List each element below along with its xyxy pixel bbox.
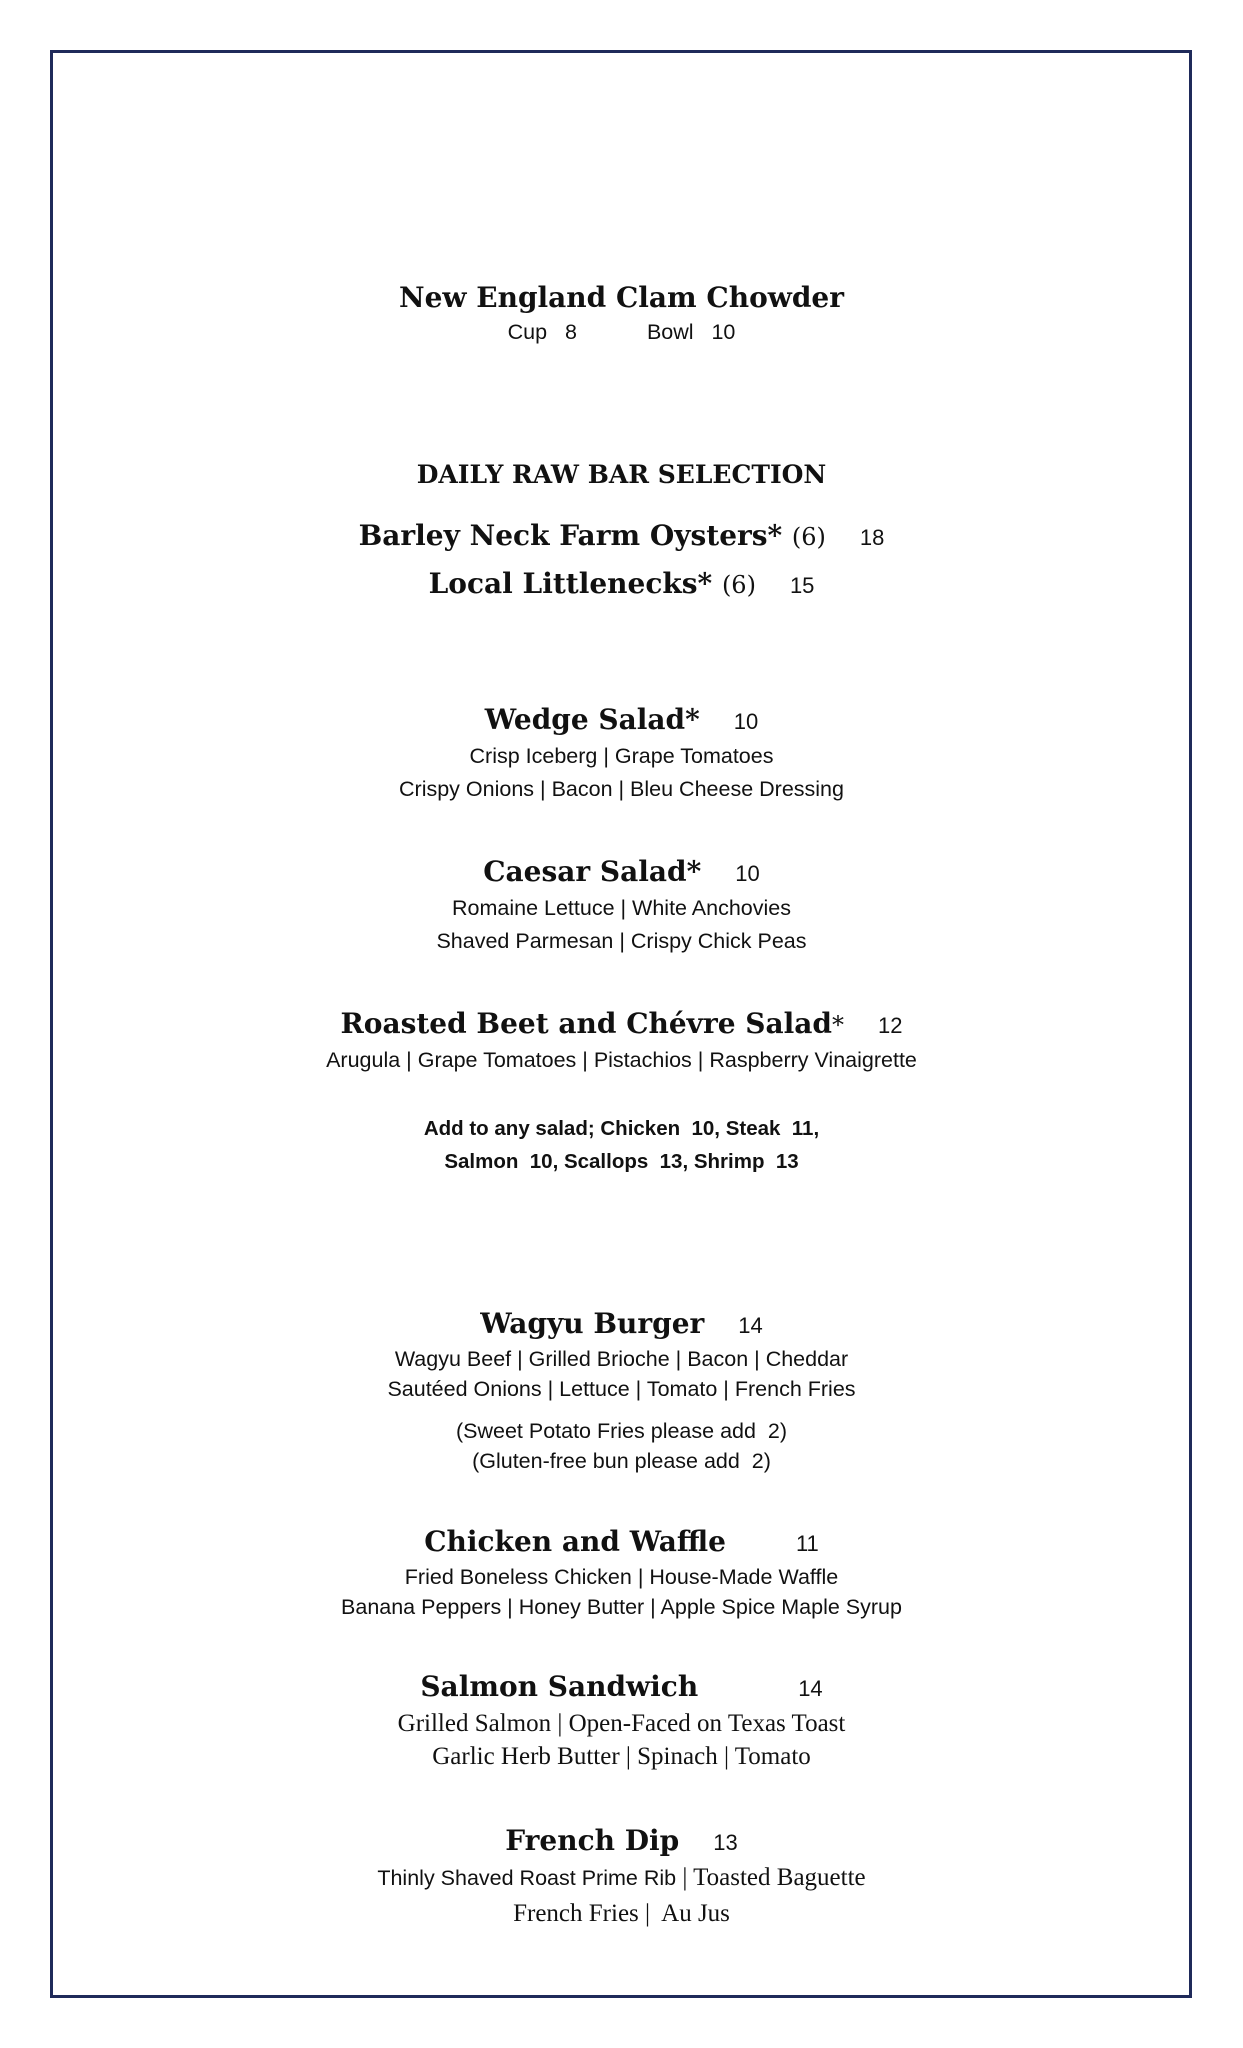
menu-item-description: Wagyu Beef | Grilled Brioche | Bacon | Cheddar [394, 1347, 849, 1371]
menu-item-name: Salmon Sandwich [420, 1670, 699, 1703]
menu-item [0, 1306, 1243, 1476]
menu-item-description: Shaved Parmesan | Crispy Chick Peas [436, 929, 807, 953]
chowder-bowl-price: Bowl 10 [646, 320, 736, 344]
menu-item-name: Caesar Salad* [483, 855, 702, 888]
menu-item-price: 14 [738, 1313, 763, 1338]
menu-item-name: Wagyu Burger [480, 1307, 705, 1340]
menu-item-description: Fried Boneless Chicken | House-Made Waffle [404, 1565, 839, 1589]
raw-bar-heading: DAILY RAW BAR SELECTION [416, 460, 827, 489]
menu-item [0, 854, 1243, 958]
menu-item [0, 1669, 1243, 1773]
menu-item-description: Grilled Salmon | Open-Faced on Texas Toast [397, 1710, 846, 1737]
menu-item-price: 12 [878, 1013, 903, 1038]
menu-item-description: Romaine Lettuce | White Anchovies [451, 896, 791, 920]
menu-item-description: Arugula | Grape Tomatoes | Pistachios | Raspberry Vinaigrette [326, 1048, 917, 1072]
raw-bar-item-qty: (6) [791, 523, 826, 551]
menu-item [0, 1006, 1243, 1077]
menu-item-name: Chicken and Waffle [424, 1525, 726, 1558]
chowder-title: New England Clam Chowder [398, 281, 844, 314]
menu-item [0, 1823, 1243, 1930]
menu-item-price: 11 [795, 1531, 819, 1556]
menu-item-description [0, 1861, 1243, 1897]
raw-bar-item-price: 18 [859, 525, 885, 550]
menu-item-star: * [832, 1011, 844, 1039]
menu-item-description: French Fries | Au Jus [513, 1900, 730, 1927]
raw-bar-item-name: Barley Neck Farm Oysters* [358, 519, 783, 552]
salad-addons-line: Salmon 10, Scallops 13, Shrimp 13 [444, 1150, 799, 1173]
menu-item-price: 14 [798, 1676, 823, 1701]
raw-bar-section [0, 457, 1243, 493]
menu-item-description: Sautéed Onions | Lettuce | Tomato | French Fries [387, 1377, 856, 1401]
menu-item-description-part: | Toasted Baguette [676, 1864, 866, 1891]
menu-item-description: Garlic Herb Butter | Spinach | Tomato [432, 1743, 811, 1770]
raw-bar-item [0, 518, 1243, 556]
menu-item-description: Banana Peppers | Honey Butter | Apple Spice Maple Syrup [341, 1595, 902, 1619]
menu-item-description-part: Thinly Shaved Roast Prime Rib [377, 1866, 677, 1890]
chowder-section [0, 280, 1243, 349]
chowder-sizes [0, 316, 1243, 349]
raw-bar-item-qty: (6) [721, 571, 756, 599]
raw-bar-item [0, 566, 1243, 604]
chowder-cup-price: Cup 8 [507, 320, 577, 344]
menu-item-note: (Gluten-free bun please add 2) [472, 1449, 771, 1473]
menu-item-name: Roasted Beet and Chévre Salad [340, 1007, 832, 1040]
menu-item [0, 1524, 1243, 1622]
menu-item-name: Wedge Salad* [484, 703, 700, 736]
menu-item-price: 10 [733, 709, 759, 734]
menu-item-description: Crisp Iceberg | Grape Tomatoes [469, 744, 774, 768]
menu-item-name: French Dip [505, 1824, 680, 1857]
menu-item-price: 10 [735, 861, 760, 886]
menu-item-note: (Sweet Potato Fries please add 2) [455, 1419, 788, 1443]
salad-addons-line: Add to any salad; Chicken 10, Steak 11, [423, 1117, 820, 1140]
menu-item-price: 13 [713, 1830, 738, 1855]
menu-item-description: Crispy Onions | Bacon | Bleu Cheese Dressing [399, 777, 844, 801]
salad-addons [0, 1112, 1243, 1178]
raw-bar-item-name: Local Littlenecks* [428, 567, 713, 600]
raw-bar-item-price: 15 [789, 573, 815, 598]
menu-item [0, 702, 1243, 806]
